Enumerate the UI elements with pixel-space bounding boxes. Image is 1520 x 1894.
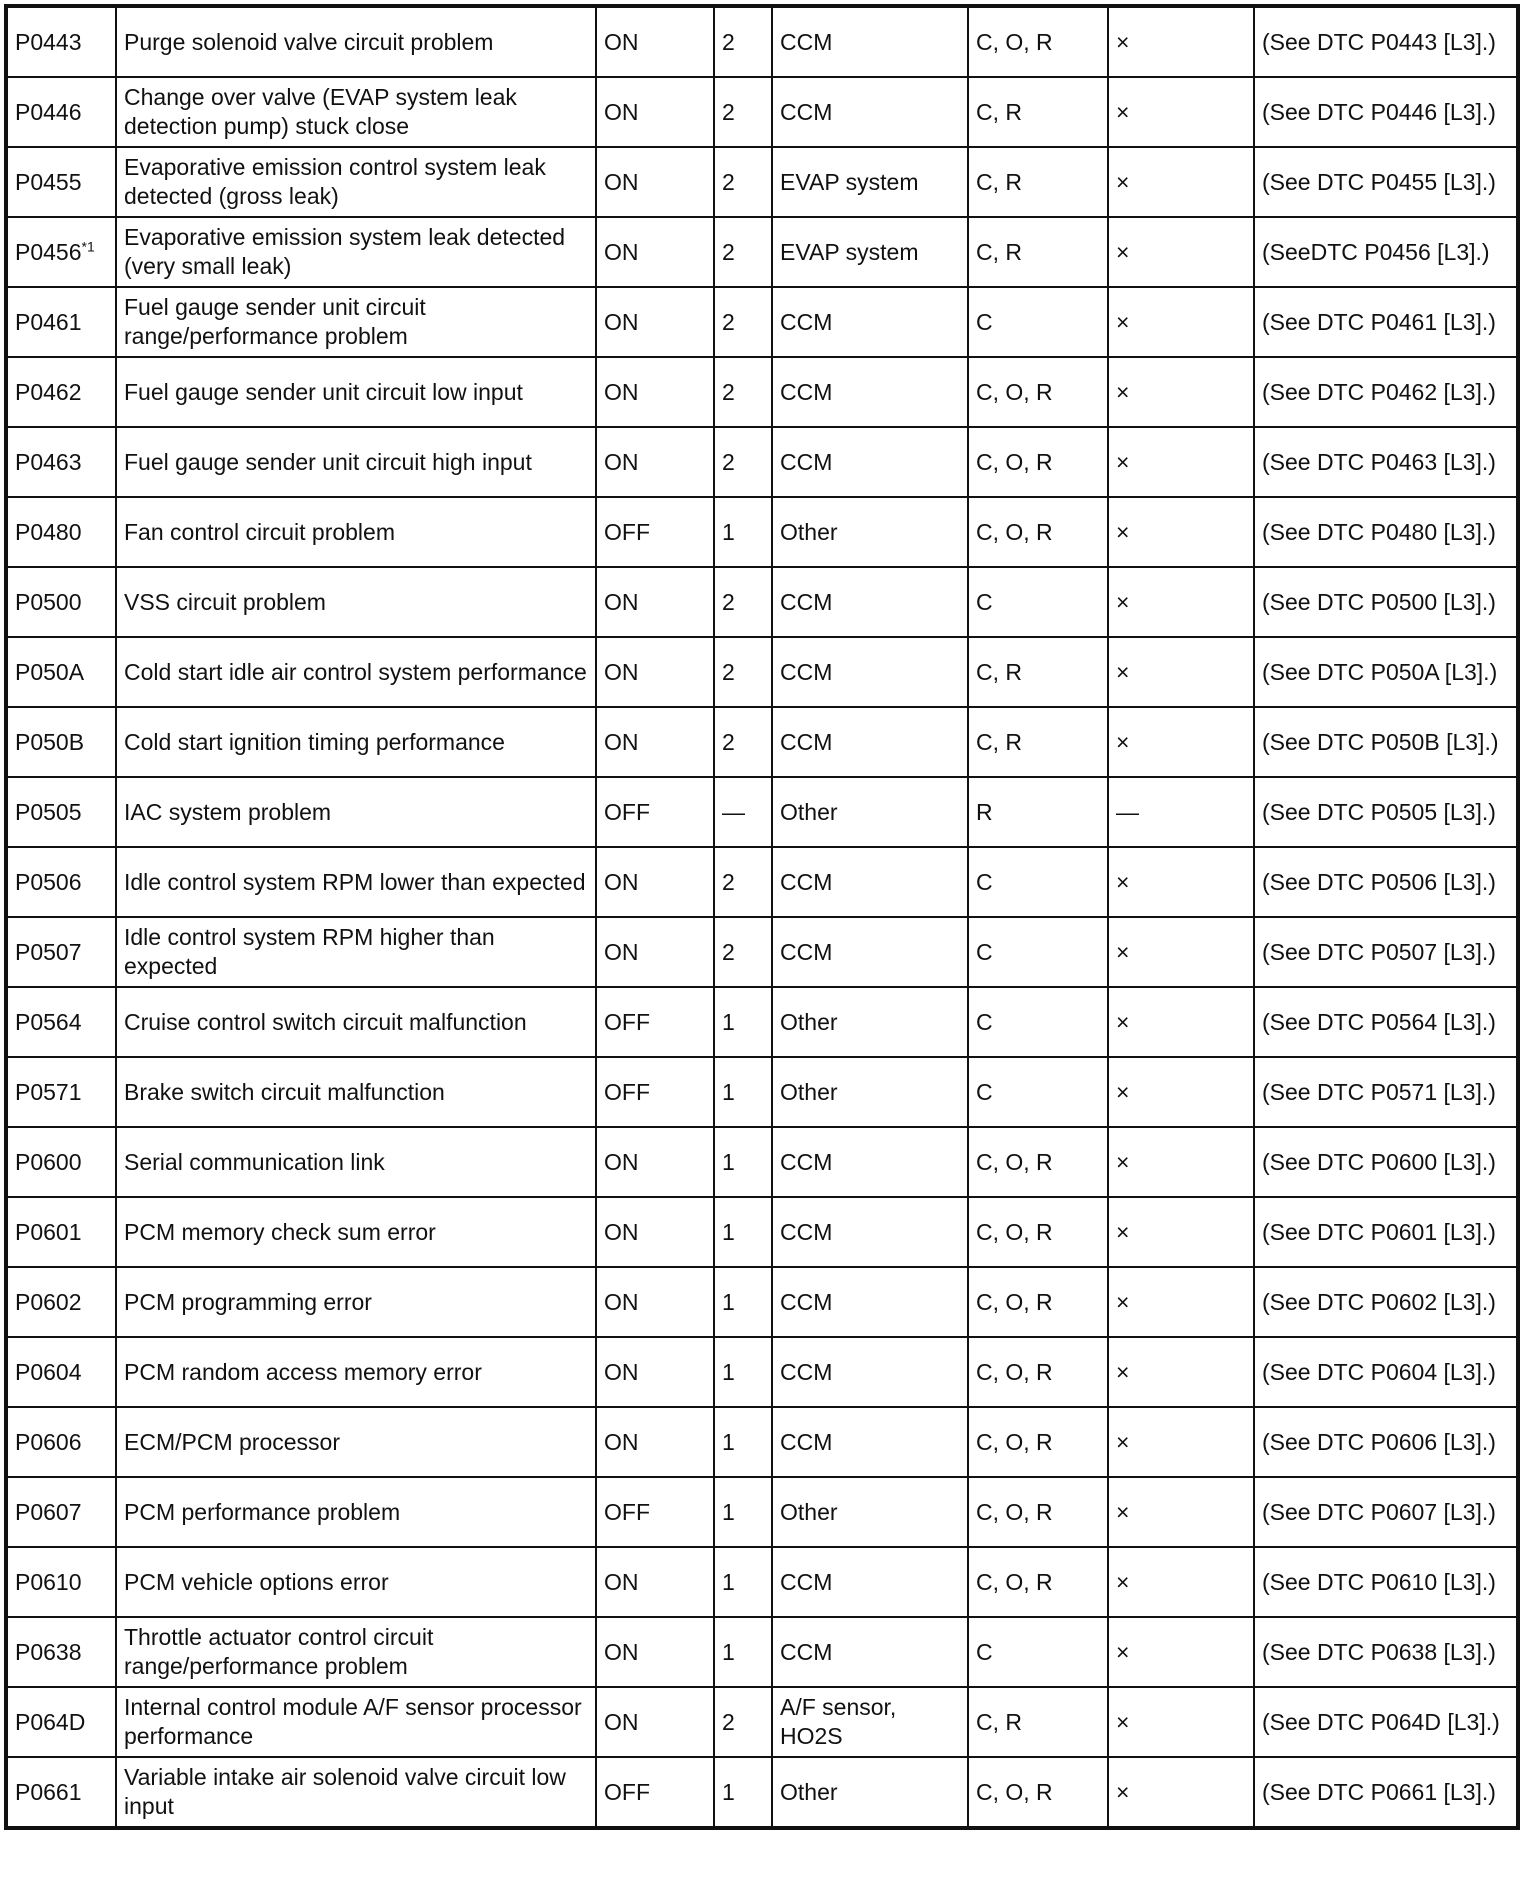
drive-cycle: 2 [714,147,772,217]
dtc-code: P0463 [15,448,82,475]
reference-page: (See DTC P050B [L3].) [1254,707,1518,777]
table-row [6,1127,1518,1197]
memory-function-mark: × [1108,1617,1254,1687]
drive-cycle: 2 [714,917,772,987]
dtc-description: PCM memory check sum error [116,1197,596,1267]
dtc-code-cell [6,1617,116,1687]
monitor-item: Other [772,1757,968,1828]
dtc-code-cell [6,77,116,147]
table-row [6,77,1518,147]
mil-status: ON [596,147,714,217]
dtc-description: Cruise control switch circuit malfunction [116,987,596,1057]
dtc-code-cell [6,287,116,357]
self-test-type: C [968,567,1108,637]
table-row [6,567,1518,637]
self-test-type: C, O, R [968,1337,1108,1407]
monitor-item: CCM [772,1407,968,1477]
memory-function-mark: × [1108,1687,1254,1757]
self-test-type: C, R [968,1687,1108,1757]
monitor-item: A/F sensor, HO2S [772,1687,968,1757]
self-test-type: C, R [968,637,1108,707]
dtc-code: P050B [15,728,85,755]
dtc-code-cell [6,987,116,1057]
memory-function-mark: × [1108,1057,1254,1127]
dtc-code: P0461 [15,308,82,335]
mil-status: ON [596,917,714,987]
table-row [6,1057,1518,1127]
memory-function-mark: × [1108,1127,1254,1197]
dtc-code: P0500 [15,588,82,615]
mil-status: ON [596,567,714,637]
drive-cycle: 1 [714,1057,772,1127]
dtc-description: IAC system problem [116,777,596,847]
table-row [6,1547,1518,1617]
memory-function-mark: × [1108,1477,1254,1547]
table-row [6,1757,1518,1828]
dtc-description: PCM vehicle options error [116,1547,596,1617]
monitor-item: CCM [772,1337,968,1407]
mil-status: ON [596,637,714,707]
mil-status: ON [596,1197,714,1267]
memory-function-mark: × [1108,1407,1254,1477]
mil-status: ON [596,1617,714,1687]
dtc-description: Evaporative emission control system leak detected (gross leak) [116,147,596,217]
reference-page: (See DTC P0600 [L3].) [1254,1127,1518,1197]
dtc-code-cell [6,6,116,77]
reference-page: (See DTC P050A [L3].) [1254,637,1518,707]
dtc-code: P0507 [15,938,82,965]
self-test-type: C, O, R [968,357,1108,427]
dtc-code: P064D [15,1708,86,1735]
monitor-item: CCM [772,1197,968,1267]
reference-page: (See DTC P0607 [L3].) [1254,1477,1518,1547]
table-row [6,777,1518,847]
dtc-description: Fan control circuit problem [116,497,596,567]
dtc-code: P0661 [15,1778,82,1805]
monitor-item: Other [772,497,968,567]
reference-page: (See DTC P0461 [L3].) [1254,287,1518,357]
self-test-type: C, O, R [968,1547,1108,1617]
monitor-item: Other [772,987,968,1057]
drive-cycle: 1 [714,1477,772,1547]
dtc-code: P0602 [15,1288,82,1315]
self-test-type: C, O, R [968,1197,1108,1267]
dtc-code: P0604 [15,1358,82,1385]
dtc-code-cell [6,427,116,497]
reference-page: (See DTC P0455 [L3].) [1254,147,1518,217]
reference-page: (SeeDTC P0456 [L3].) [1254,217,1518,287]
monitor-item: CCM [772,1267,968,1337]
mil-status: OFF [596,1477,714,1547]
reference-page: (See DTC P0602 [L3].) [1254,1267,1518,1337]
dtc-code: P0564 [15,1008,82,1035]
drive-cycle: 1 [714,987,772,1057]
dtc-description: Idle control system RPM lower than expected [116,847,596,917]
dtc-code-cell [6,147,116,217]
reference-page: (See DTC P0500 [L3].) [1254,567,1518,637]
dtc-code: P0606 [15,1428,82,1455]
dtc-description: Evaporative emission system leak detected (very small leak) [116,217,596,287]
dtc-description: Internal control module A/F sensor processor performance [116,1687,596,1757]
table-row [6,707,1518,777]
table-row [6,1687,1518,1757]
mil-status: ON [596,357,714,427]
dtc-code: P0480 [15,518,82,545]
dtc-description: Brake switch circuit malfunction [116,1057,596,1127]
monitor-item: Other [772,1057,968,1127]
mil-status: ON [596,707,714,777]
dtc-code: P0601 [15,1218,82,1245]
table-row [6,637,1518,707]
mil-status: ON [596,287,714,357]
memory-function-mark: × [1108,427,1254,497]
dtc-code-cell [6,1267,116,1337]
table-row [6,1197,1518,1267]
table-row [6,1267,1518,1337]
memory-function-mark: × [1108,1197,1254,1267]
self-test-type: C, O, R [968,497,1108,567]
dtc-table [4,4,1520,1830]
memory-function-mark: × [1108,707,1254,777]
drive-cycle: 2 [714,1687,772,1757]
dtc-description: Fuel gauge sender unit circuit low input [116,357,596,427]
memory-function-mark: × [1108,287,1254,357]
dtc-description: Purge solenoid valve circuit problem [116,6,596,77]
table-row [6,1337,1518,1407]
self-test-type: C [968,1617,1108,1687]
drive-cycle: 1 [714,1197,772,1267]
dtc-code-cell [6,1407,116,1477]
dtc-code: P0443 [15,28,82,55]
dtc-code: P0638 [15,1638,82,1665]
reference-page: (See DTC P0505 [L3].) [1254,777,1518,847]
reference-page: (See DTC P0507 [L3].) [1254,917,1518,987]
mil-status: OFF [596,1757,714,1828]
self-test-type: C, O, R [968,1477,1108,1547]
table-row [6,497,1518,567]
mil-status: ON [596,6,714,77]
dtc-code: P0505 [15,798,82,825]
dtc-description: Serial communication link [116,1127,596,1197]
self-test-type: C [968,987,1108,1057]
monitor-item: CCM [772,917,968,987]
self-test-type: C, O, R [968,427,1108,497]
dtc-code-cell [6,1757,116,1828]
drive-cycle: 1 [714,1127,772,1197]
dtc-description: Fuel gauge sender unit circuit high input [116,427,596,497]
monitor-item: CCM [772,1127,968,1197]
mil-status: ON [596,1687,714,1757]
drive-cycle: 2 [714,77,772,147]
self-test-type: C, R [968,707,1108,777]
dtc-code: P050A [15,658,85,685]
reference-page: (See DTC P064D [L3].) [1254,1687,1518,1757]
memory-function-mark: × [1108,1267,1254,1337]
dtc-description: PCM random access memory error [116,1337,596,1407]
memory-function-mark: × [1108,567,1254,637]
drive-cycle: 1 [714,1267,772,1337]
reference-page: (See DTC P0606 [L3].) [1254,1407,1518,1477]
monitor-item: CCM [772,357,968,427]
self-test-type: C, O, R [968,1407,1108,1477]
dtc-code: P0455 [15,168,82,195]
memory-function-mark: × [1108,217,1254,287]
dtc-code-cell [6,567,116,637]
mil-status: ON [596,847,714,917]
drive-cycle: 2 [714,847,772,917]
mil-status: OFF [596,1057,714,1127]
dtc-code: P0600 [15,1148,82,1175]
dtc-code-cell [6,1687,116,1757]
reference-page: (See DTC P0661 [L3].) [1254,1757,1518,1828]
table-row [6,287,1518,357]
dtc-code-cell [6,1477,116,1547]
reference-page: (See DTC P0506 [L3].) [1254,847,1518,917]
drive-cycle: 2 [714,287,772,357]
mil-status: ON [596,427,714,497]
monitor-item: CCM [772,1617,968,1687]
table-row [6,427,1518,497]
reference-page: (See DTC P0601 [L3].) [1254,1197,1518,1267]
table-row [6,147,1518,217]
dtc-description: Change over valve (EVAP system leak detection pump) stuck close [116,77,596,147]
monitor-item: CCM [772,707,968,777]
self-test-type: C, O, R [968,1127,1108,1197]
drive-cycle: 1 [714,1337,772,1407]
memory-function-mark: × [1108,1757,1254,1828]
mil-status: ON [596,77,714,147]
table-row [6,847,1518,917]
dtc-code: P0610 [15,1568,82,1595]
monitor-item: CCM [772,1547,968,1617]
reference-page: (See DTC P0638 [L3].) [1254,1617,1518,1687]
dtc-description: Fuel gauge sender unit circuit range/performance problem [116,287,596,357]
memory-function-mark: × [1108,637,1254,707]
table-row [6,1477,1518,1547]
dtc-table-page [4,4,1516,1830]
mil-status: ON [596,1267,714,1337]
table-row [6,357,1518,427]
memory-function-mark: × [1108,357,1254,427]
memory-function-mark: — [1108,777,1254,847]
mil-status: OFF [596,987,714,1057]
dtc-code-cell [6,707,116,777]
monitor-item: CCM [772,287,968,357]
dtc-code-footnote: *1 [81,237,95,254]
memory-function-mark: × [1108,847,1254,917]
memory-function-mark: × [1108,147,1254,217]
mil-status: OFF [596,497,714,567]
dtc-code-cell [6,847,116,917]
table-row [6,6,1518,77]
dtc-code-cell [6,777,116,847]
dtc-description: ECM/PCM processor [116,1407,596,1477]
self-test-type: R [968,777,1108,847]
self-test-type: C, O, R [968,1267,1108,1337]
memory-function-mark: × [1108,1337,1254,1407]
drive-cycle: 2 [714,637,772,707]
memory-function-mark: × [1108,77,1254,147]
memory-function-mark: × [1108,987,1254,1057]
table-row [6,917,1518,987]
drive-cycle: 2 [714,357,772,427]
mil-status: ON [596,1547,714,1617]
mil-status: ON [596,1407,714,1477]
reference-page: (See DTC P0462 [L3].) [1254,357,1518,427]
dtc-code-cell [6,1057,116,1127]
drive-cycle: 1 [714,1407,772,1477]
memory-function-mark: × [1108,1547,1254,1617]
reference-page: (See DTC P0564 [L3].) [1254,987,1518,1057]
monitor-item: CCM [772,427,968,497]
drive-cycle: 1 [714,1757,772,1828]
drive-cycle: 2 [714,427,772,497]
drive-cycle: 2 [714,6,772,77]
mil-status: ON [596,1127,714,1197]
dtc-code-cell [6,497,116,567]
table-row [6,1407,1518,1477]
dtc-code: P0462 [15,378,82,405]
drive-cycle: — [714,777,772,847]
table-row [6,217,1518,287]
monitor-item: CCM [772,637,968,707]
dtc-code: P0506 [15,868,82,895]
dtc-code-cell [6,917,116,987]
monitor-item: CCM [772,77,968,147]
dtc-description: Cold start idle air control system performance [116,637,596,707]
mil-status: ON [596,1337,714,1407]
reference-page: (See DTC P0571 [L3].) [1254,1057,1518,1127]
dtc-description: VSS circuit problem [116,567,596,637]
dtc-code: P0446 [15,98,82,125]
reference-page: (See DTC P0463 [L3].) [1254,427,1518,497]
self-test-type: C, R [968,147,1108,217]
dtc-code-cell [6,1127,116,1197]
monitor-item: CCM [772,567,968,637]
dtc-description: Cold start ignition timing performance [116,707,596,777]
dtc-code-cell [6,637,116,707]
dtc-table-body [6,6,1518,1828]
memory-function-mark: × [1108,497,1254,567]
reference-page: (See DTC P0604 [L3].) [1254,1337,1518,1407]
self-test-type: C [968,917,1108,987]
reference-page: (See DTC P0610 [L3].) [1254,1547,1518,1617]
drive-cycle: 1 [714,497,772,567]
dtc-description: Variable intake air solenoid valve circuit low input [116,1757,596,1828]
monitor-item: EVAP system [772,217,968,287]
table-row [6,1617,1518,1687]
reference-page: (See DTC P0446 [L3].) [1254,77,1518,147]
self-test-type: C [968,287,1108,357]
dtc-code-cell [6,1197,116,1267]
drive-cycle: 2 [714,567,772,637]
dtc-description: PCM programming error [116,1267,596,1337]
dtc-code: P0607 [15,1498,82,1525]
dtc-description: Throttle actuator control circuit range/performance problem [116,1617,596,1687]
dtc-code-cell [6,217,116,287]
monitor-item: Other [772,1477,968,1547]
monitor-item: CCM [772,6,968,77]
reference-page: (See DTC P0443 [L3].) [1254,6,1518,77]
monitor-item: EVAP system [772,147,968,217]
dtc-code-cell [6,1547,116,1617]
dtc-description: PCM performance problem [116,1477,596,1547]
self-test-type: C [968,847,1108,917]
self-test-type: C [968,1057,1108,1127]
self-test-type: C, O, R [968,6,1108,77]
monitor-item: CCM [772,847,968,917]
dtc-code-cell [6,357,116,427]
memory-function-mark: × [1108,6,1254,77]
mil-status: OFF [596,777,714,847]
self-test-type: C, O, R [968,1757,1108,1828]
drive-cycle: 2 [714,707,772,777]
table-row [6,987,1518,1057]
self-test-type: C, R [968,217,1108,287]
dtc-description: Idle control system RPM higher than expected [116,917,596,987]
dtc-code-cell [6,1337,116,1407]
drive-cycle: 1 [714,1547,772,1617]
mil-status: ON [596,217,714,287]
self-test-type: C, R [968,77,1108,147]
memory-function-mark: × [1108,917,1254,987]
reference-page: (See DTC P0480 [L3].) [1254,497,1518,567]
monitor-item: Other [772,777,968,847]
dtc-code: P0571 [15,1078,82,1105]
drive-cycle: 1 [714,1617,772,1687]
dtc-code: P0456 [15,238,82,265]
drive-cycle: 2 [714,217,772,287]
